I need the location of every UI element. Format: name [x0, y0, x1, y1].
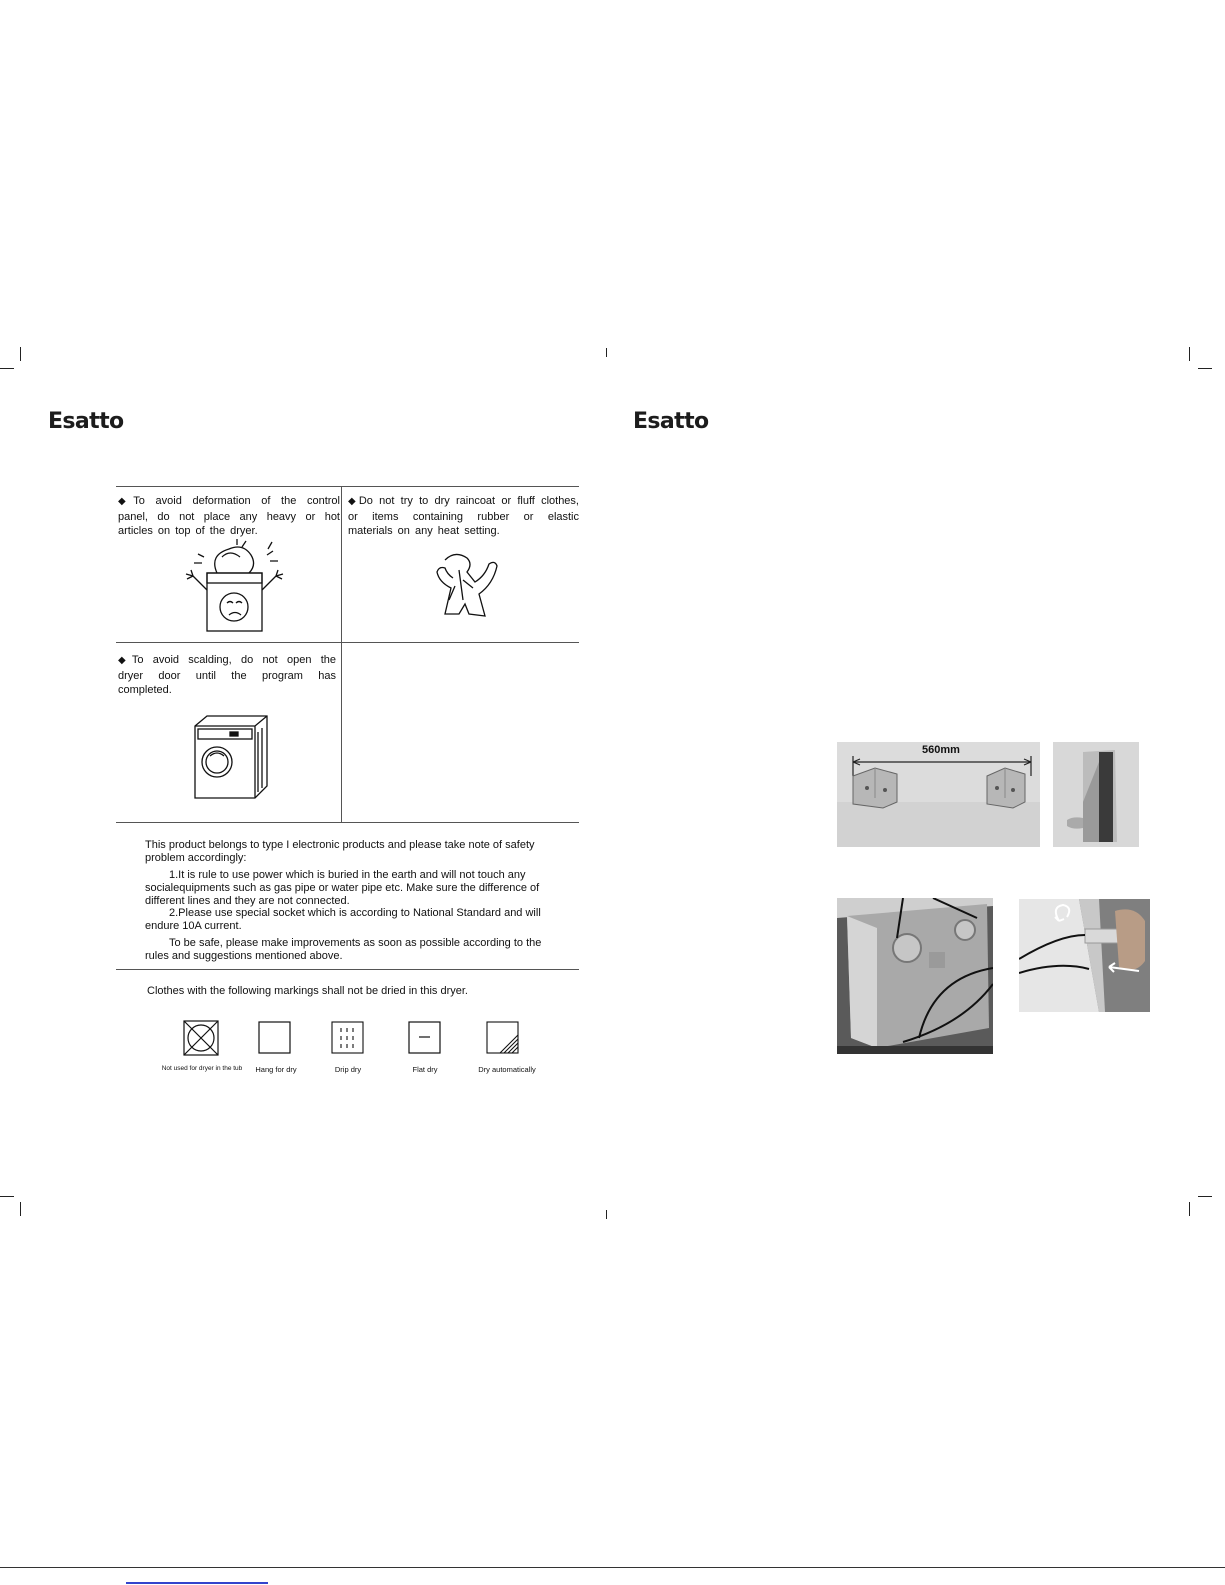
table-rule	[116, 486, 579, 487]
footer-rule	[0, 1567, 1225, 1568]
symbol-label: Not used for dryer in the tub	[161, 1065, 243, 1072]
crop-mark	[20, 347, 21, 361]
warning-cell-top-right: ◆ Do not try to dry raincoat or fluff clothes, or items containing rubber or elastic materials on any heat setting.	[348, 495, 579, 537]
raincoat-illustration	[425, 550, 500, 620]
safety-item-1: 1.It is rule to use power which is buried in the earth and will not touch any socialequipments such as gas pipe or water pipe etc. Make sure the difference of different lines and they are not connected.	[145, 869, 540, 907]
transport-bolt-photo	[1019, 899, 1150, 1012]
warning-cell-top-left: ◆ To avoid deformation of the control panel, do not place any heavy or hot articles on top of the dryer.	[118, 495, 340, 537]
no-tumble-dry-icon	[183, 1020, 219, 1056]
crop-mark	[606, 1210, 607, 1219]
bracket-side-photo	[1053, 742, 1139, 847]
crop-mark	[20, 1202, 21, 1216]
crop-mark	[606, 348, 607, 357]
drip-dry-icon	[331, 1021, 364, 1054]
safety-item-2: 2.Please use special socket which is according to National Standard and will endure 10A current.	[145, 907, 541, 932]
table-rule	[116, 642, 579, 643]
crop-mark	[1189, 347, 1190, 361]
markings-heading: Clothes with the following markings shall not be dried in this dryer.	[147, 985, 468, 997]
footer-link-underline	[126, 1582, 268, 1584]
warning-cell-bottom-left: ◆ To avoid scalding, do not open the dryer door until the program has completed.	[118, 654, 336, 696]
crop-mark	[0, 368, 14, 369]
flat-dry-icon	[408, 1021, 441, 1054]
symbol-label: Hang for dry	[255, 1065, 297, 1074]
crop-mark	[1189, 1202, 1190, 1216]
dryer-door-illustration	[190, 712, 270, 802]
symbol-label: Dry automatically	[478, 1065, 536, 1074]
crop-mark	[1198, 1196, 1212, 1197]
table-rule	[116, 822, 579, 823]
bracket-spacing-photo	[837, 742, 1040, 847]
symbol-label: Flat dry	[412, 1065, 438, 1074]
safety-intro: This product belongs to type I electronic products and please take note of safety problem accordingly:	[145, 839, 535, 864]
brand-logo: Esatto	[633, 409, 709, 434]
crop-mark	[0, 1196, 14, 1197]
brand-logo: Esatto	[48, 409, 124, 434]
table-divider	[341, 486, 342, 822]
crop-mark	[1198, 368, 1212, 369]
hang-dry-icon	[258, 1021, 291, 1054]
dimension-label: 560mm	[922, 744, 960, 756]
dry-automatically-icon	[486, 1021, 519, 1054]
dryer-heavy-articles-illustration	[182, 535, 288, 635]
symbol-label: Drip dry	[334, 1065, 362, 1074]
dryer-back-photo	[837, 898, 993, 1054]
safety-closing: To be safe, please make improvements as soon as possible according to the rules and suggestions mentioned above.	[145, 937, 542, 962]
section-rule	[116, 969, 579, 970]
